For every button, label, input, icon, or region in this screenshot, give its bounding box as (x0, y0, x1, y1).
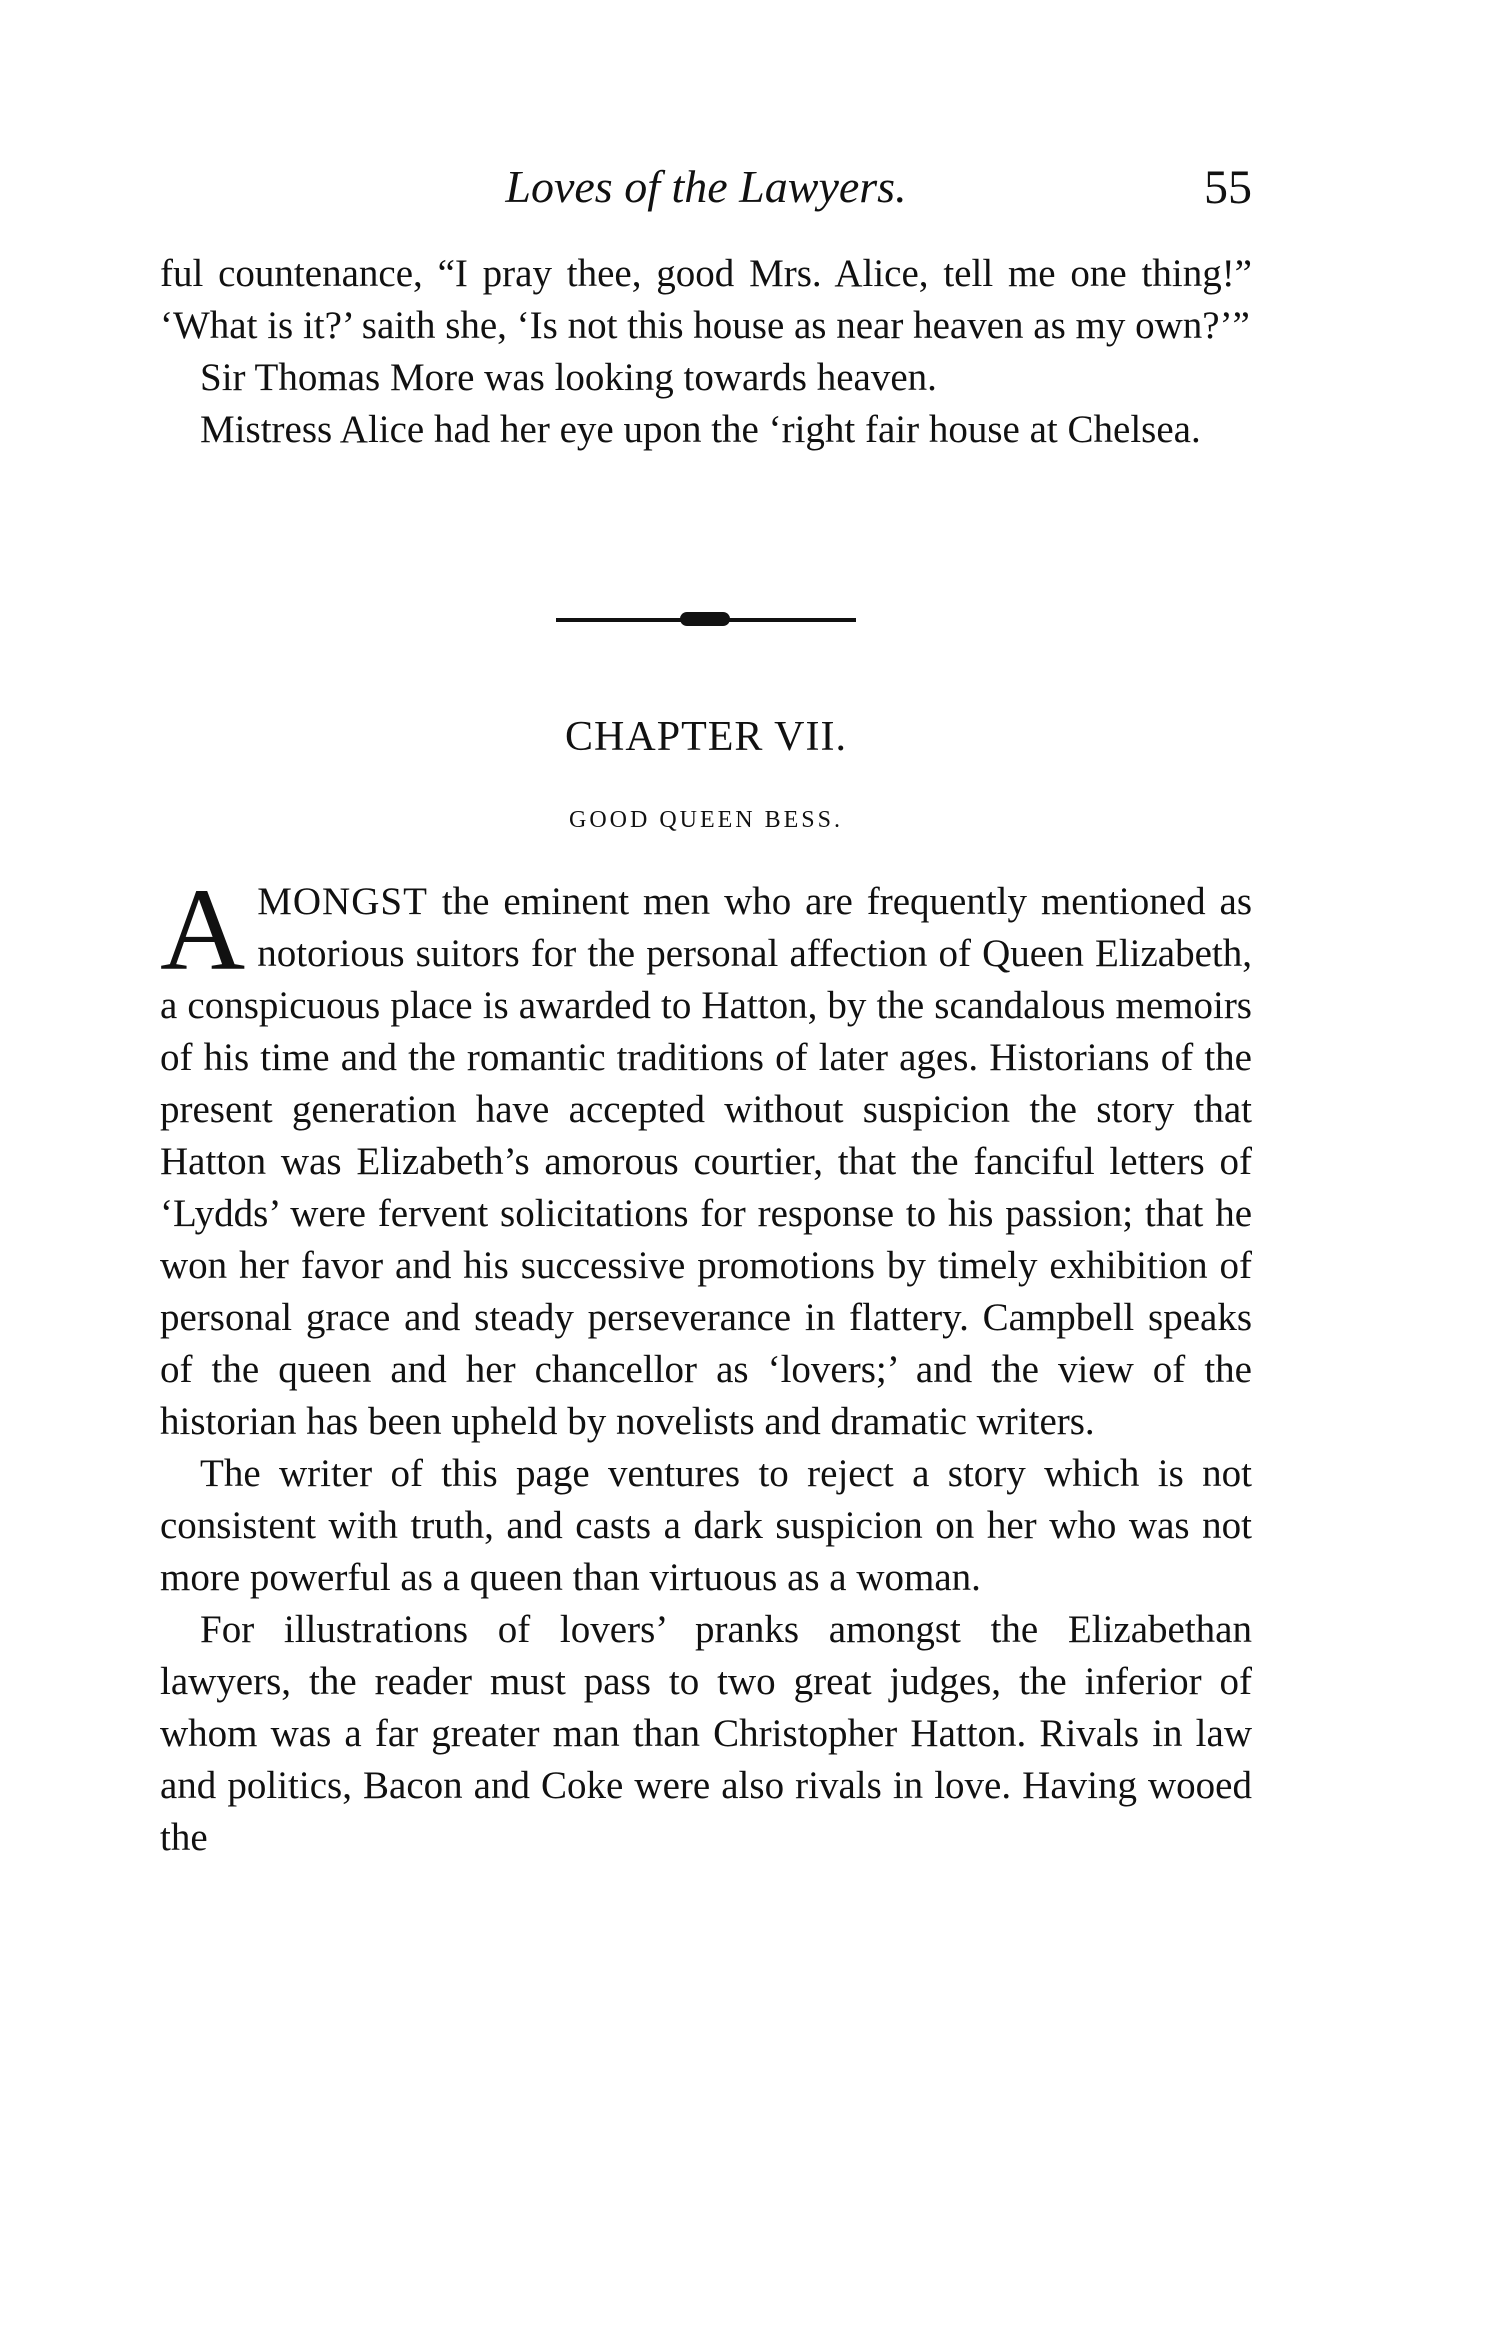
paragraph-continued: ful countenance, “I pray thee, good Mrs. Alice, tell me one thing!” ‘What is it?’ saith she, ‘Is not this house as near heaven as my own?’” (160, 252, 1252, 347)
paragraph: Sir Thomas More was looking towards heaven. (200, 356, 937, 399)
running-title: Loves of the Lawyers. (505, 161, 907, 212)
page-number: 55 (1204, 161, 1252, 214)
paragraph: The writer of this page ventures to reject a story which is not consistent with truth, and casts a dark suspicion on her who was not more powerful as a queen than virtuous as a woman. (160, 1452, 1252, 1599)
drop-cap: A (160, 864, 246, 995)
text-before-chapter (160, 248, 1252, 456)
divider-ornament (680, 612, 730, 626)
chapter-title: CHAPTER VII. (565, 714, 847, 760)
paragraph: Mistress Alice had her eye upon the ‘right fair house at Chelsea. (200, 408, 1201, 451)
running-head (160, 160, 1252, 220)
lead-caps: MONGST (257, 880, 428, 923)
paragraph: For illustrations of lovers’ pranks amongst the Elizabethan lawyers, the reader must pass to two great judges, the inferior of whom was a far greater man than Christopher Hatton. Rivals in law and politics, Bacon and Coke were also rivals in love. Having wooed the (160, 1608, 1252, 1859)
opening-paragraph-text: the eminent men who are frequently mentioned as notorious suitors for the personal affection of Queen Elizabeth, a conspicuous place is awarded to Hatton, by the scandalous memoirs of his time and the romantic traditions of later ages. Historians of the present generation have accepted without suspicion the story that Hatton was Elizabeth’s amorous courtier, that the fanciful letters of ‘Lydds’ were fervent solicitations for response to his passion; that he won her favor and his successive promotions by timely exhibition of personal grace and steady perseverance in flattery. Campbell speaks of the queen and her chancellor as ‘lovers;’ and the view of the historian has been upheld by novelists and dramatic writers. (160, 880, 1252, 1443)
chapter-opening-paragraph (160, 864, 1252, 1448)
chapter-body (160, 864, 1252, 1864)
chapter-subtitle: GOOD QUEEN BESS. (568, 807, 843, 833)
